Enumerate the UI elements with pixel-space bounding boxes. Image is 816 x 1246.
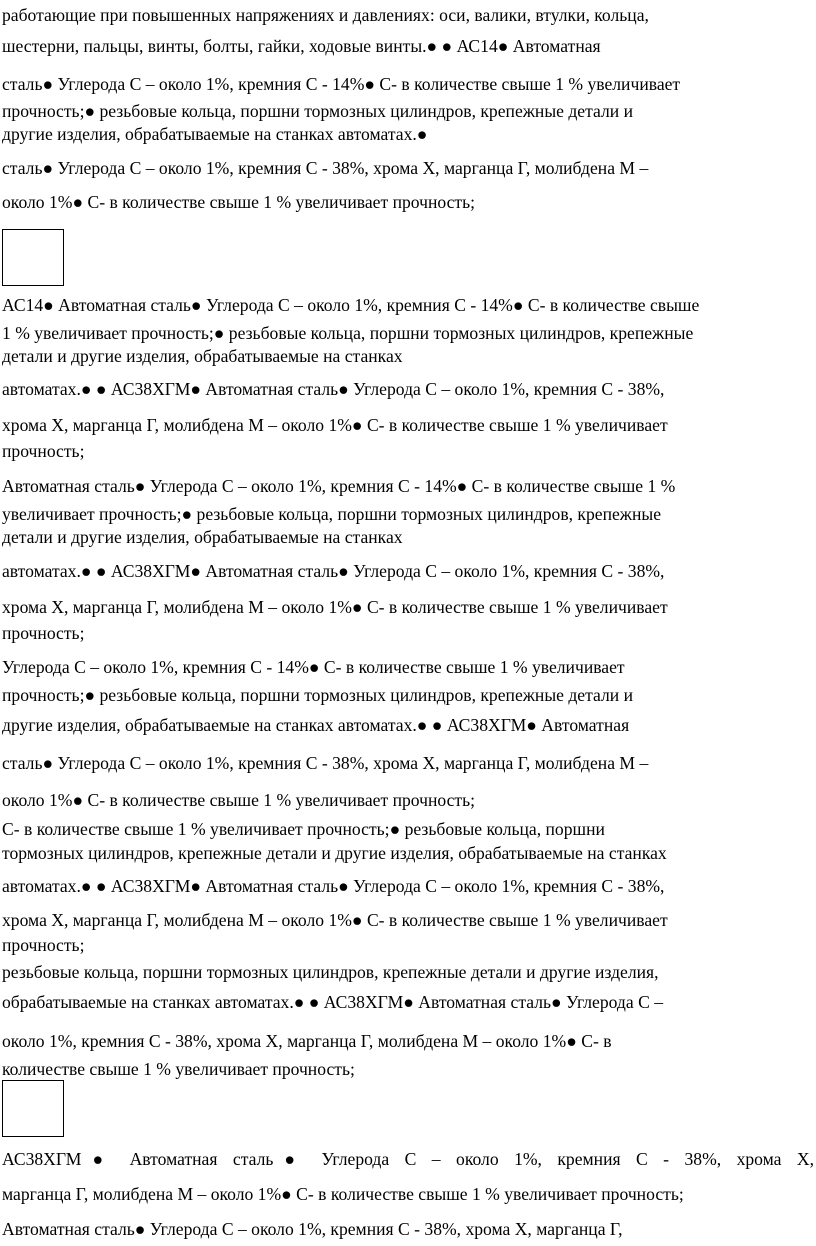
text-line: прочность;● резьбовые кольца, поршни тормозных цилиндров, крепежные детали и — [2, 101, 633, 121]
text-line: прочность; — [2, 441, 85, 461]
text-line: шестерни, пальцы, винты, болты, гайки, ходовые винты.● ● АС14● Автоматная — [2, 36, 601, 56]
text-line: Автоматная сталь● Углерода С – около 1%, кремния С - 14%● С- в количестве свыше 1 % — [2, 476, 676, 496]
text-line: работающие при повышенных напряжениях и давлениях: оси, валики, втулки, кольца, — [2, 5, 649, 25]
text-line: марганца Г, молибдена М – около 1%● С- в количестве свыше 1 % увеличивает прочность; — [2, 1184, 684, 1204]
text-line: хрома Х, марганца Г, молибдена М – около 1%● С- в количестве свыше 1 % увеличивает — [2, 415, 668, 435]
text-line: прочность;● резьбовые кольца, поршни тормозных цилиндров, крепежные детали и — [2, 685, 633, 705]
text-line: количестве свыше 1 % увеличивает прочность; — [2, 1059, 355, 1079]
text-line: около 1%● С- в количестве свыше 1 % увеличивает прочность; — [2, 790, 476, 810]
text-line: 1 % увеличивает прочность;● резьбовые кольца, поршни тормозных цилиндров, крепежные — [2, 323, 694, 343]
text-line: сталь● Углерода С – около 1%, кремния С - 38%, хрома Х, марганца Г, молибдена М – — [2, 158, 649, 178]
text-line: сталь● Углерода С – около 1%, кремния С - 14%● С- в количестве свыше 1 % увеличивает — [2, 74, 681, 94]
text-line: тормозных цилиндров, крепежные детали и другие изделия, обрабатываемые на станках — [2, 843, 667, 863]
text-line: АС14● Автоматная сталь● Углерода С – около 1%, кремния С - 14%● С- в количестве свыше — [2, 295, 700, 315]
text-line: обрабатываемые на станках автоматах.● ● АС38ХГМ● Автоматная сталь● Углерода С – — [2, 992, 664, 1012]
text-line: АС38ХГМ● Автоматная сталь● Углерода С – около 1%, кремния С - 38%, хрома Х, — [2, 1149, 814, 1169]
text-line: хрома Х, марганца Г, молибдена М – около 1%● С- в количестве свыше 1 % увеличивает — [2, 910, 668, 930]
empty-image-box — [2, 1080, 64, 1137]
text-line: детали и другие изделия, обрабатываемые на станках — [2, 527, 403, 547]
text-line: автоматах.● ● АС38ХГМ● Автоматная сталь● Углерода С – около 1%, кремния С - 38%, — [2, 561, 665, 581]
text-line: Углерода С – около 1%, кремния С - 14%● С- в количестве свыше 1 % увеличивает — [2, 657, 625, 677]
text-line: увеличивает прочность;● резьбовые кольца, поршни тормозных цилиндров, крепежные — [2, 504, 662, 524]
text-line: Автоматная сталь● Углерода С – около 1%, кремния С - 38%, хрома Х, марганца Г, — [2, 1219, 623, 1239]
text-line: другие изделия, обрабатываемые на станках автоматах.● — [2, 124, 428, 144]
text-line: автоматах.● ● АС38ХГМ● Автоматная сталь● Углерода С – около 1%, кремния С - 38%, — [2, 379, 665, 399]
text-line: прочность; — [2, 935, 85, 955]
text-line: хрома Х, марганца Г, молибдена М – около 1%● С- в количестве свыше 1 % увеличивает — [2, 597, 668, 617]
text-line: другие изделия, обрабатываемые на станках автоматах.● ● АС38ХГМ● Автоматная — [2, 715, 630, 735]
text-line: резьбовые кольца, поршни тормозных цилиндров, крепежные детали и другие изделия, — [2, 962, 659, 982]
text-line: детали и другие изделия, обрабатываемые на станках — [2, 346, 403, 366]
text-line: около 1%● С- в количестве свыше 1 % увеличивает прочность; — [2, 192, 476, 212]
text-line: С- в количестве свыше 1 % увеличивает прочность;● резьбовые кольца, поршни — [2, 819, 605, 839]
text-line: автоматах.● ● АС38ХГМ● Автоматная сталь● Углерода С – около 1%, кремния С - 38%, — [2, 876, 665, 896]
text-line: около 1%, кремния С - 38%, хрома Х, марганца Г, молибдена М – около 1%● С- в — [2, 1031, 612, 1051]
text-line: прочность; — [2, 623, 85, 643]
empty-image-box — [2, 229, 64, 286]
text-line: сталь● Углерода С – около 1%, кремния С - 38%, хрома Х, марганца Г, молибдена М – — [2, 753, 649, 773]
